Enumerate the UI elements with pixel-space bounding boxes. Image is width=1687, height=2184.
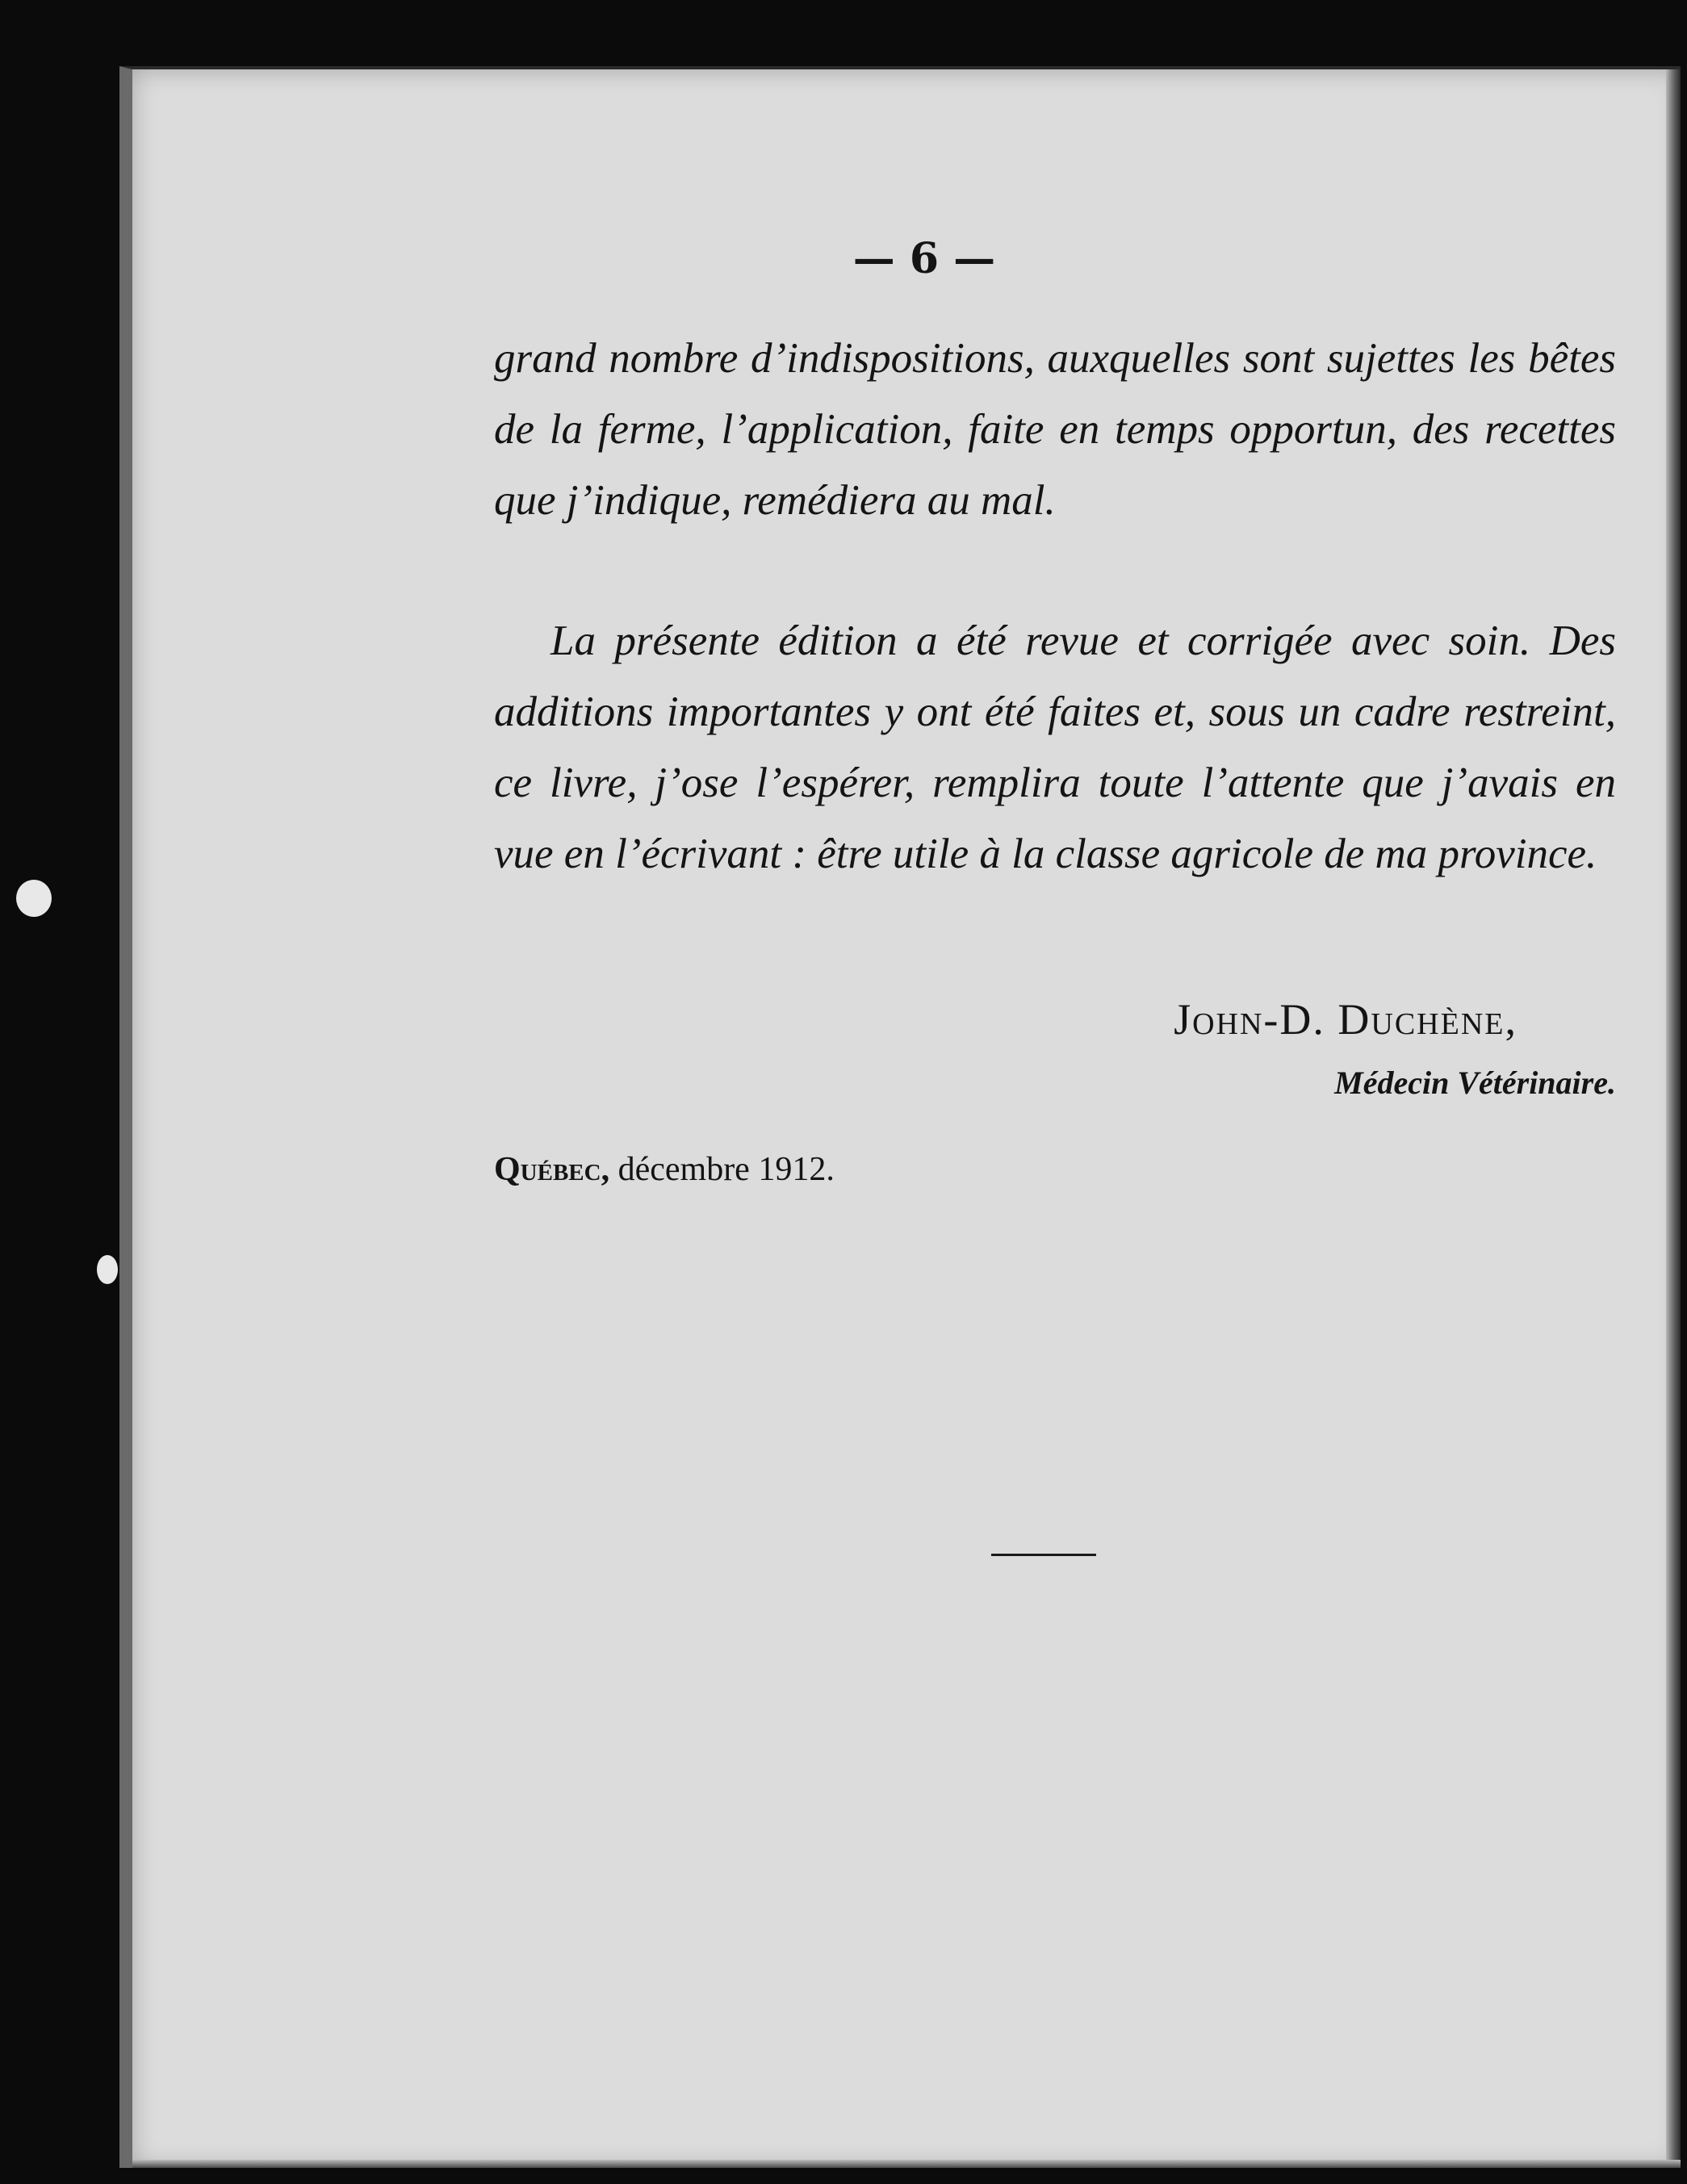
page-edge-bottom [132, 2160, 1681, 2168]
closing-rule [991, 1554, 1096, 1556]
page-number: — 6 — [852, 234, 996, 283]
signature-name: John-D. Duchène, [1174, 995, 1517, 1044]
paragraph-1: grand nombre d’indispositions, auxquelles sont sujettes les bêtes de la ferme, l’application, faite en temps opportun, des recettes que j’indique, remédiera au mal. [494, 335, 1616, 524]
paragraph-2: La présente édition a été revue et corrigée avec soin. Des additions importantes y ont été faites et, sous un cadre restreint, ce livre, j’ose l’espérer, remplira toute l’attente que j’avais en vue en l’écrivant : être utile à la classe agricole de ma province. [494, 617, 1616, 877]
signature-title: Médecin Vétérinaire. [1334, 1065, 1616, 1101]
place-date [494, 1150, 835, 1189]
place: Québec, [494, 1151, 610, 1188]
scan-speck [16, 880, 52, 917]
scan-speck [97, 1255, 118, 1284]
page-edge-right [1666, 69, 1681, 2168]
date: décembre 1912. [617, 1151, 835, 1188]
